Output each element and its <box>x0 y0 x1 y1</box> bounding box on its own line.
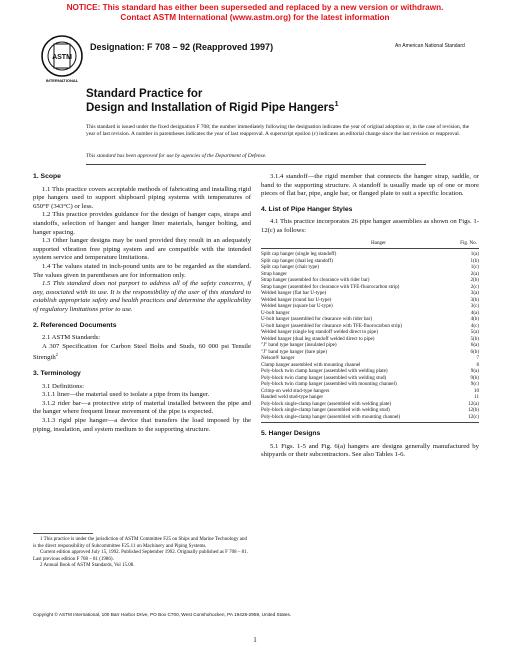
para-3-1: 3.1 Definitions: <box>42 382 84 390</box>
fig-number: 10 <box>473 387 479 394</box>
designation: Designation: F 708 – 92 (Reapproved 1997) <box>90 42 274 52</box>
para-2-1: 2.1 ASTM Standards: <box>42 334 101 342</box>
ref-a307 <box>33 343 251 363</box>
title-line2 <box>86 101 338 114</box>
ref-a307-sup: 2 <box>55 352 58 358</box>
hanger-name: Crimp-on weld stud-type hangers <box>261 387 330 394</box>
section-designs-heading: 5. Hanger Designs <box>261 430 321 438</box>
logo-caption: INTERNATIONAL <box>45 78 79 83</box>
fig-number: 4(b) <box>470 316 479 323</box>
hanger-name: U-bolt hanger (assembled for clearance with TFE-fluorocarbon strip) <box>261 322 402 329</box>
hanger-name: Poly-block single-clamp hanger (assembled with welding stud) <box>261 407 390 414</box>
header-rule <box>86 164 426 165</box>
para-4-1: 4.1 This practice incorporates 26 pipe hanger assemblies as shown on Figs. 1-12(c) as follows: <box>261 218 479 234</box>
table-head-fig: Fig. No. <box>460 239 477 246</box>
hanger-name: Poly-block single-clamp hanger (assembled with welding plate) <box>261 400 392 407</box>
copyright-line: Copyright © ASTM International, 100 Barr Harbor Drive, PO Box C700, West Conshohocken, PA 19428-2959, United States. <box>33 612 292 617</box>
fig-number: 2(a) <box>470 270 479 277</box>
fig-number: 6(b) <box>470 348 479 355</box>
hanger-name: "J" band type hanger (bare pipe) <box>261 348 327 355</box>
notice-banner <box>0 3 510 23</box>
american-national-standard: An American National Standard <box>395 43 465 49</box>
hanger-name: Welded hanger (round bar U-type) <box>261 296 332 303</box>
title-line1: Standard Practice for <box>86 88 203 100</box>
para-1-1: 1.1 This practice covers acceptable methods of fabricating and installing rigid pipe hangers used to support shipboard piping systems with temperatures of 650°F (343°C) or less. <box>33 185 251 210</box>
fig-number: 9(c) <box>470 381 479 388</box>
fig-number: 11 <box>474 394 479 401</box>
hanger-name: Split cap hanger (single leg standoff) <box>261 251 337 258</box>
footnote-rule <box>33 533 93 534</box>
table-head-hanger: Hanger <box>371 239 386 246</box>
hanger-name: Nelson® hanger <box>261 355 295 362</box>
hanger-name: Welded hanger (single leg standoff welded direct to pipe) <box>261 329 378 336</box>
notice-line1: NOTICE: This standard has either been superseded and replaced by a new version or withdrawn. <box>66 3 444 12</box>
fig-number: 9(b) <box>470 374 479 381</box>
footnote-2: 2 Annual Book of ASTM Standards, Vol 15.08. <box>40 563 135 569</box>
section-scope-heading: 1. Scope <box>33 173 61 180</box>
hanger-name: Clamp hanger assembled with mounting channel <box>261 361 361 368</box>
hanger-name: U-bolt hanger <box>261 309 290 316</box>
title-footnote-ref: 1 <box>334 101 339 108</box>
hanger-name: Strap hanger <box>261 270 287 277</box>
hanger-table <box>261 240 479 424</box>
hanger-name: Poly-block twin clamp hanger (assembled with mounting channel) <box>261 381 397 388</box>
fig-number: 9(a) <box>470 368 479 375</box>
para-1-2: 1.2 This practice provides guidance for the design of hanger caps, straps and standoffs, selection of hanger and hanger liner materials, hanger bolting, and hanger spacing. <box>33 211 251 236</box>
notice-line2: Contact ASTM International (www.astm.org) for the latest information <box>120 13 390 22</box>
hanger-name: Poly-block twin clamp hanger (assembled with welding stud) <box>261 374 387 381</box>
fig-number: 5(b) <box>470 335 479 342</box>
fig-number: 3(a) <box>470 290 479 297</box>
intro-paragraph: This standard is issued under the fixed designation F 708; the number immediately following the designation indicates the year of original adoption or, in the case of revision, the year of last revision. A number in parentheses indicates the year of last reapproval. A superscript epsilon (ε) indicates an editorial change since the last revision or reapproval. <box>86 124 470 138</box>
hanger-table-header <box>261 240 479 250</box>
para-1-4: 1.4 The values stated in inch-pound units are to be regarded as the standard. The values given in parentheses are for information only. <box>33 262 251 279</box>
footnotes <box>33 537 251 570</box>
para-3-1-2: 3.1.2 rider bar—a protective strip of material installed between the pipe and the hanger where frequent linear movement of the pipe is expected. <box>33 399 251 416</box>
table-row <box>261 414 479 421</box>
hanger-name: Welded hanger (flat bar U-type) <box>261 290 327 297</box>
footnote-1b: Current edition approved July 15, 1992. Published September 1992. Originally published as F 708 – 81. Last previous edition F 708 – 81 (1986). <box>33 550 248 562</box>
fig-number: 12(c) <box>468 413 479 420</box>
fig-number: 7 <box>476 355 479 362</box>
para-5-1: 5.1 Figs. 1-5 and Fig. 6(a) hangers are designs generally manufactured by shipyards or their subcontractors. See also Tables 1-6. <box>261 442 479 459</box>
logo-text: ASTM <box>52 54 72 61</box>
title-main: Design and Installation of Rigid Pipe Hangers <box>86 101 335 114</box>
page-number: 1 <box>253 636 257 644</box>
para-1-5: 1.5 This standard does not purport to address all of the safety concerns, if any, associated with its use. It is the responsibility of the user of this standard to establish appropriate safety and health practices and determine the applicability of regulatory limitations prior to use. <box>33 280 251 313</box>
hanger-table-body <box>261 251 479 420</box>
section-list-heading: 4. List of Pipe Hanger Styles <box>261 205 353 213</box>
hanger-name: Banded weld stud-type hanger <box>261 394 324 401</box>
fig-number: 4(a) <box>470 309 479 316</box>
fig-number: 12(b) <box>467 407 479 414</box>
hanger-name: U-bolt hanger (assembled for clearance with rider bar) <box>261 316 373 323</box>
fig-number: 12(a) <box>468 400 479 407</box>
hanger-name: Poly-block single-clamp hanger (assembled with mounting channel) <box>261 413 401 420</box>
footnote-1: 1 This practice is under the jurisdiction of ASTM Committee F25 on Ships and Marine Technology and is the direct responsibility of Subcommittee F25.11 on Machinery and Piping Systems. <box>33 537 247 549</box>
fig-number: 1(c) <box>470 264 479 271</box>
astm-logo-icon <box>40 34 84 78</box>
para-3-1-3: 3.1.3 rigid pipe hanger—a device that transfers the load imposed by the piping, insulation, and system medium to the supporting structure. <box>33 417 251 433</box>
defense-note: This standard has been approved for use by agencies of the Department of Defense. <box>86 153 267 159</box>
section-refs-heading: 2. Referenced Documents <box>33 321 117 329</box>
hanger-name: Strap hanger (assembled for clearance with TFE-fluorocarbon strip) <box>261 283 400 290</box>
table-end-rule <box>261 422 479 423</box>
right-column <box>261 173 479 460</box>
fig-number: 2(b) <box>470 277 479 284</box>
para-3-1-4: 3.1.4 standoff—the rigid member that connects the hanger strap, saddle, or band to the supporting structure. A standoff is usually made up of one or more pieces of flat bar, pipe, angle bar, or flanged plate to suit a specific location. <box>261 173 479 198</box>
hanger-name: "J" band type hanger (insulated pipe) <box>261 342 337 349</box>
fig-number: 5(a) <box>470 329 479 336</box>
hanger-name: Welded hanger (square bar U-type) <box>261 303 333 310</box>
fig-number: 8 <box>476 361 479 368</box>
fig-number: 3(b) <box>470 296 479 303</box>
fig-number: 2(c) <box>470 283 479 290</box>
para-1-3: 1.3 Other hanger designs may be used provided they result in an adequately supported vibration free piping system and are compatible with the intended system service and temperature limitations. <box>33 237 251 262</box>
hanger-name: Poly-block twin clamp hanger (assembled with welding plate) <box>261 368 388 375</box>
fig-number: 4(c) <box>470 322 479 329</box>
ref-a307-text: A 307 Specification for Carbon Steel Bolts and Studs, 60 000 psi Tensile Strength <box>33 342 251 362</box>
para-3-1-1: 3.1.1 liner—the material used to isolate a pipe from its hanger. <box>42 391 210 399</box>
left-column <box>33 173 251 434</box>
fig-number: 1(b) <box>470 257 479 264</box>
section-terminology-heading: 3. Terminology <box>33 370 81 378</box>
fig-number: 6(a) <box>470 342 479 349</box>
hanger-name: Split cap hanger (dual leg standoff) <box>261 257 333 264</box>
hanger-name: Strap hanger (assembled for clearance with rider bar) <box>261 277 370 284</box>
fig-number: 1(a) <box>470 251 479 258</box>
hanger-name: Welded hanger (dual leg standoff welded direct to pipe) <box>261 335 375 342</box>
hanger-name: Split cap hanger (chair type) <box>261 264 319 271</box>
fig-number: 3(c) <box>470 303 479 310</box>
